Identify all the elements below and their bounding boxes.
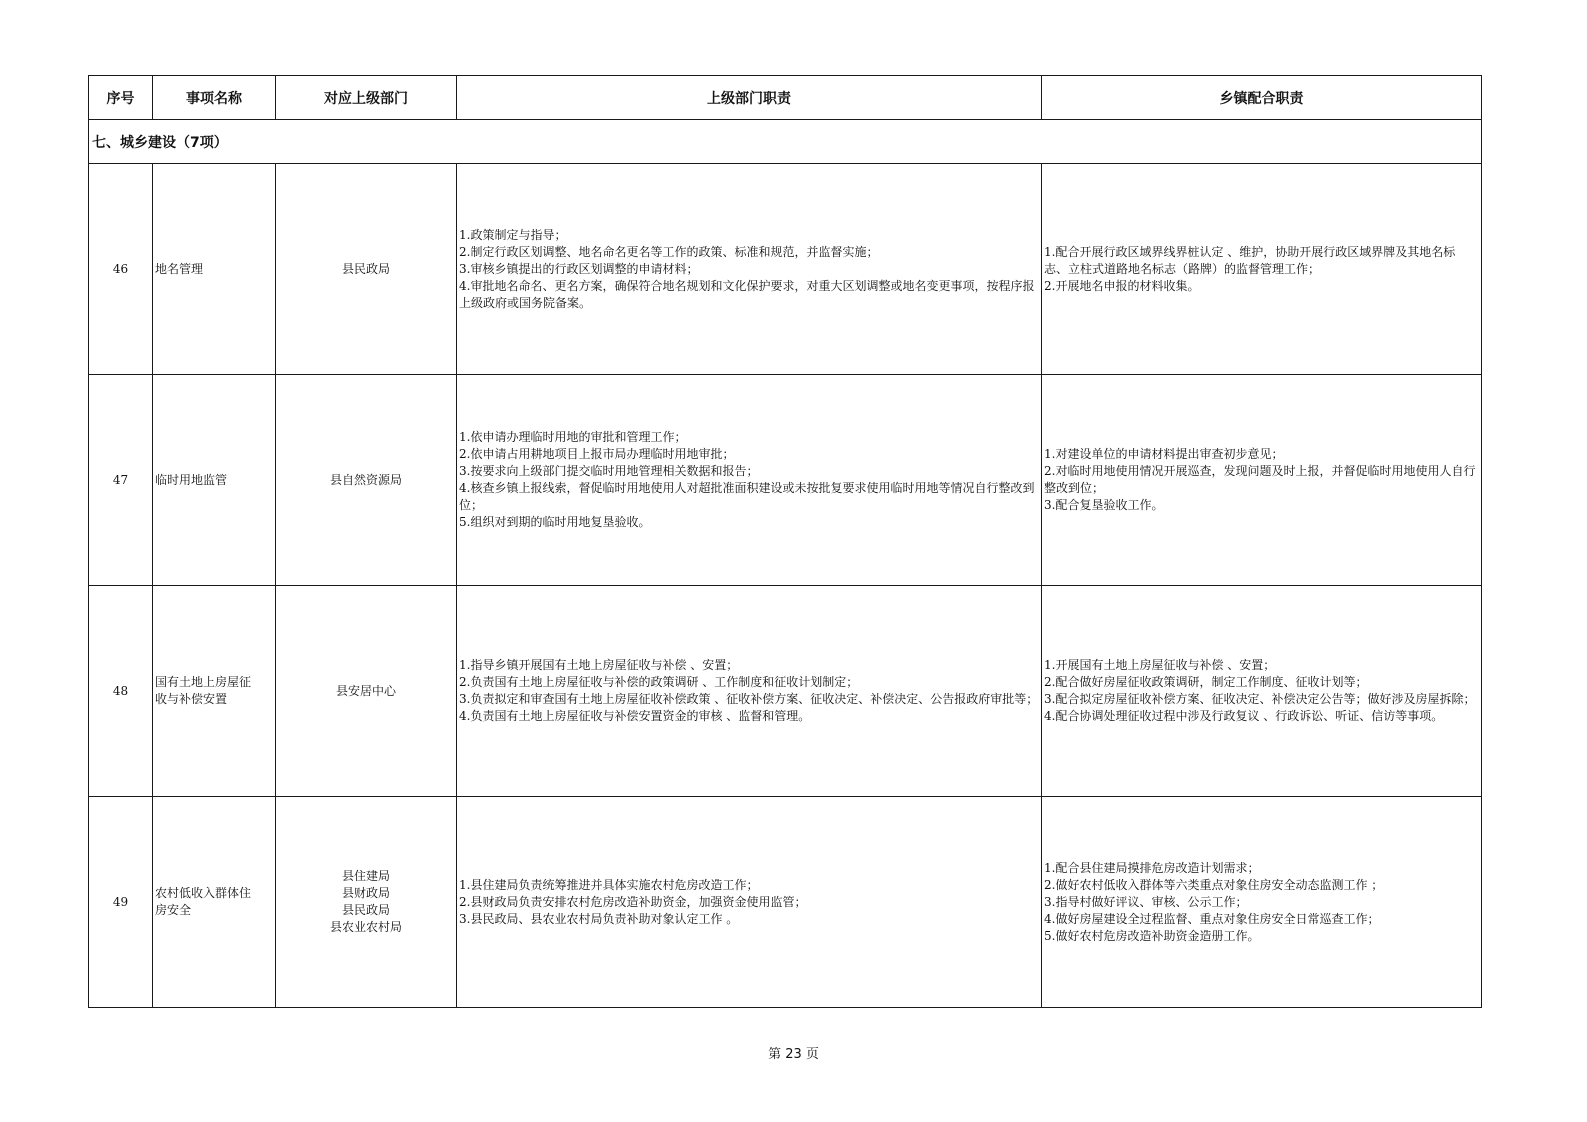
header-upper-dept: 对应上级部门 [276,76,457,120]
town-duty-item: 1.开展国有土地上房屋征收与补偿 、安置； [1044,658,1276,672]
upper-duty-item: 1.政策制定与指导； [459,227,567,242]
item-name-line: 农村低收入群体住 [155,886,252,900]
item-name [153,586,276,797]
item-name [153,375,276,586]
town-duty-item: 2.对临时用地使用情况开展巡查，发现问题及时上报，并督促临时用地使用人自行整改到位； [1044,464,1476,495]
upper-duty-item: 2.县财政局负责安排农村危房改造补助资金，加强资金使用监管； [459,894,807,909]
upper-duty-item: 1.依申请办理临时用地的审批和管理工作； [459,430,687,444]
town-duty-item: 4.配合协调处理征收过程中涉及行政复议 、行政诉讼、听证、信访等事项。 [1044,709,1444,723]
town-duty-item: 1.对建设单位的申请材料提出审查初步意见； [1044,447,1284,461]
town-duties [1042,586,1482,797]
town-duties [1042,797,1482,1008]
town-duty-item: 3.配合拟定房屋征收补偿方案、征收决定、补偿决定公告等；做好涉及房屋拆除； [1044,692,1476,706]
upper-duty-item: 3.审核乡镇提出的行政区划调整的申请材料； [459,261,699,276]
upper-duty-item: 3.负责拟定和审查国有土地上房屋征收补偿政策 、征收补偿方案、征收决定、补偿决定、公告报政府审批等； [459,692,1039,706]
row-number: 48 [89,586,153,797]
upper-duty-item: 3.按要求向上级部门提交临时用地管理相关数据和报告； [459,464,759,478]
page-number: 第 23 页 [768,1047,819,1062]
upper-duties [457,375,1042,586]
row-number: 49 [89,797,153,1008]
upper-dept [276,797,457,1008]
item-name-line: 地名管理 [155,261,204,276]
header-upper-duties: 上级部门职责 [457,76,1042,120]
town-duties [1042,164,1482,375]
upper-duty-item: 5.组织对到期的临时用地复垦验收。 [459,515,651,529]
upper-dept [276,586,457,797]
town-duty-item: 3.配合复垦验收工作。 [1044,498,1164,512]
upper-duties [457,586,1042,797]
table-row [89,164,1482,375]
upper-dept-line: 县民政局 [341,261,390,276]
row-number: 47 [89,375,153,586]
upper-duty-item: 2.依申请占用耕地项目上报市局办理临时用地审批； [459,447,735,461]
town-duty-item: 2.开展地名申报的材料收集。 [1044,278,1200,293]
header-row [89,76,1482,120]
upper-duty-item: 1.指导乡镇开展国有土地上房屋征收与补偿 、安置； [459,658,739,672]
item-name-line: 国有土地上房屋征 [155,675,252,689]
header-no: 序号 [89,76,153,120]
upper-dept-line: 县财政局 [341,886,390,900]
duty-table [88,75,1482,1008]
upper-duties [457,164,1042,375]
section-title: 七、城乡建设（7项） [89,120,1482,164]
town-duty-item: 5.做好农村危房改造补助资金造册工作。 [1044,928,1260,943]
upper-duties [457,797,1042,1008]
header-item-name: 事项名称 [153,76,276,120]
upper-dept-line: 县民政局 [341,903,390,917]
item-name-line: 收与补偿安置 [155,692,228,706]
town-duty-item: 4.做好房屋建设全过程监督、重点对象住房安全日常巡查工作； [1044,911,1380,926]
town-duty-item: 2.做好农村低收入群体等六类重点对象住房安全动态监测工作 ； [1044,877,1384,892]
upper-duty-item: 2.负责国有土地上房屋征收与补偿的政策调研 、工作制度和征收计划制定； [459,675,859,689]
town-duty-item: 3.指导村做好评议、审核、公示工作； [1044,894,1248,909]
upper-duty-item: 4.核查乡镇上报线索，督促临时用地使用人对超批准面积建设或未按批复要求使用临时用地等情况自行整改到位； [459,481,1035,512]
upper-dept [276,164,457,375]
upper-dept-line: 县农业农村局 [329,920,402,934]
row-number: 46 [89,164,153,375]
town-duties [1042,375,1482,586]
header-town-duties: 乡镇配合职责 [1042,76,1482,120]
town-duty-item: 1.配合开展行政区域界线界桩认定 、维护，协助开展行政区域界牌及其地名标志、立柱式道路地名标志（路牌）的监督管理工作； [1044,244,1456,276]
item-name [153,797,276,1008]
item-name-line: 房安全 [155,903,192,917]
item-name [153,164,276,375]
table-row [89,375,1482,586]
upper-dept-line: 县自然资源局 [329,472,402,487]
town-duty-item: 2.配合做好房屋征收政策调研，制定工作制度、征收计划等； [1044,675,1368,689]
item-name-line: 临时用地监管 [155,472,228,487]
upper-duty-item: 2.制定行政区划调整、地名命名更名等工作的政策、标准和规范，并监督实施； [459,244,879,259]
town-duty-item: 1.配合县住建局摸排危房改造计划需求； [1044,860,1260,875]
upper-dept-line: 县安居中心 [335,683,396,698]
table-row [89,586,1482,797]
upper-duty-item: 3.县民政局、县农业农村局负责补助对象认定工作 。 [459,911,739,926]
upper-duty-item: 4.负责国有土地上房屋征收与补偿安置资金的审核 、监督和管理。 [459,709,811,723]
upper-dept-line: 县住建局 [341,869,390,883]
table-row [89,797,1482,1008]
upper-dept [276,375,457,586]
section-row [89,120,1482,164]
upper-duty-item: 1.县住建局负责统筹推进并具体实施农村危房改造工作； [459,877,759,892]
upper-duty-item: 4.审批地名命名、更名方案，确保符合地名规划和文化保护要求，对重大区划调整或地名变更事项，按程序报上级政府或国务院备案。 [459,278,1035,310]
